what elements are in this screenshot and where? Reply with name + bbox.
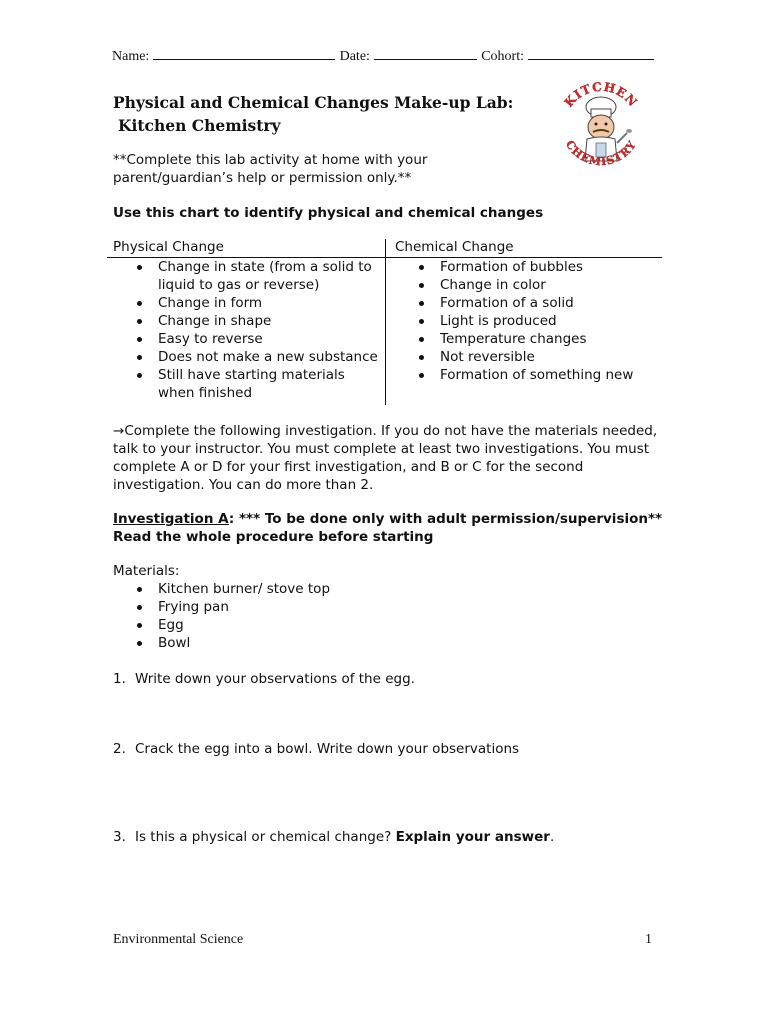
physical-change-list — [107, 258, 384, 402]
permission-note: **Complete this lab activity at home with your parent/guardian’s help or permission only.** — [113, 152, 428, 186]
investigation-a-warning: *** To be done only with adult permission/supervision** — [234, 511, 663, 527]
logo-bottom-text: CHEMISTRY — [562, 138, 640, 169]
cohort-field[interactable] — [528, 46, 654, 60]
logo-top-text: KITCHEN — [561, 79, 641, 110]
changes-chart — [107, 239, 662, 407]
materials-section — [113, 562, 330, 652]
list-item: Formation of bubbles — [389, 258, 662, 276]
question-1 — [113, 670, 415, 688]
list-item: Change in shape — [107, 312, 384, 330]
question-2 — [113, 740, 519, 758]
list-item: Bowl — [113, 634, 330, 652]
footer-page-number: 1 — [645, 932, 652, 947]
arrow-icon: → — [113, 423, 125, 439]
instructions-paragraph — [113, 422, 658, 494]
list-item: Egg — [113, 616, 330, 634]
question-3 — [113, 828, 554, 846]
chemical-change-header: Chemical Change — [395, 239, 514, 255]
materials-label: Materials: — [113, 563, 180, 579]
question-text: Is this a physical or chemical change? — [135, 829, 396, 845]
header-fields — [112, 46, 657, 66]
physical-change-column — [107, 239, 384, 402]
list-item: Change in state (from a solid to liquid to gas or reverse) — [107, 258, 384, 294]
list-item: Formation of something new — [389, 366, 662, 384]
page-title — [113, 91, 513, 137]
investigation-a-heading — [113, 510, 662, 546]
list-item: Change in color — [389, 276, 662, 294]
title-line-1: Physical and Chemical Changes Make-up Lab: — [113, 93, 514, 112]
name-label: Name: — [112, 49, 150, 64]
list-item: Does not make a new substance — [107, 348, 384, 366]
chef-logo-icon — [551, 77, 651, 171]
list-item: Easy to reverse — [107, 330, 384, 348]
list-item: Not reversible — [389, 348, 662, 366]
question-text: Write down your observations of the egg. — [135, 671, 415, 687]
materials-list — [113, 580, 330, 652]
list-item: Light is produced — [389, 312, 662, 330]
cohort-label: Cohort: — [481, 49, 524, 64]
chart-heading: Use this chart to identify physical and chemical changes — [113, 205, 544, 221]
chemical-change-list — [389, 258, 662, 384]
list-item: Still have starting materials when finished — [107, 366, 384, 402]
footer-course: Environmental Science — [113, 932, 244, 947]
question-emphasis: Explain your answer — [395, 829, 550, 845]
list-item: Change in form — [107, 294, 384, 312]
instructions-text: Complete the following investigation. If you do not have the materials needed, talk to your instructor. You must complete at least two investigations. You must complete A or D for your first investigation, and B or C for the second investigation. You can do more than 2. — [113, 423, 658, 493]
chemical-change-column — [389, 239, 662, 384]
question-tail: . — [549, 829, 555, 845]
list-item: Formation of a solid — [389, 294, 662, 312]
name-field[interactable] — [153, 46, 335, 60]
date-field[interactable] — [374, 46, 477, 60]
list-item: Kitchen burner/ stove top — [113, 580, 330, 598]
question-number: 3. — [113, 829, 126, 845]
investigation-a-colon: : — [228, 511, 235, 527]
question-number: 2. — [113, 741, 126, 757]
chart-column-divider — [385, 239, 386, 405]
question-number: 1. — [113, 671, 126, 687]
date-label: Date: — [339, 49, 370, 64]
list-item: Temperature changes — [389, 330, 662, 348]
question-text: Crack the egg into a bowl. Write down your observations — [135, 741, 520, 757]
investigation-a-label: Investigation A — [113, 511, 229, 527]
list-item: Frying pan — [113, 598, 330, 616]
read-procedure-note: Read the whole procedure before starting — [113, 529, 434, 545]
title-line-2: Kitchen Chemistry — [118, 116, 281, 135]
physical-change-header: Physical Change — [113, 239, 224, 255]
kitchen-chemistry-logo — [551, 77, 651, 171]
